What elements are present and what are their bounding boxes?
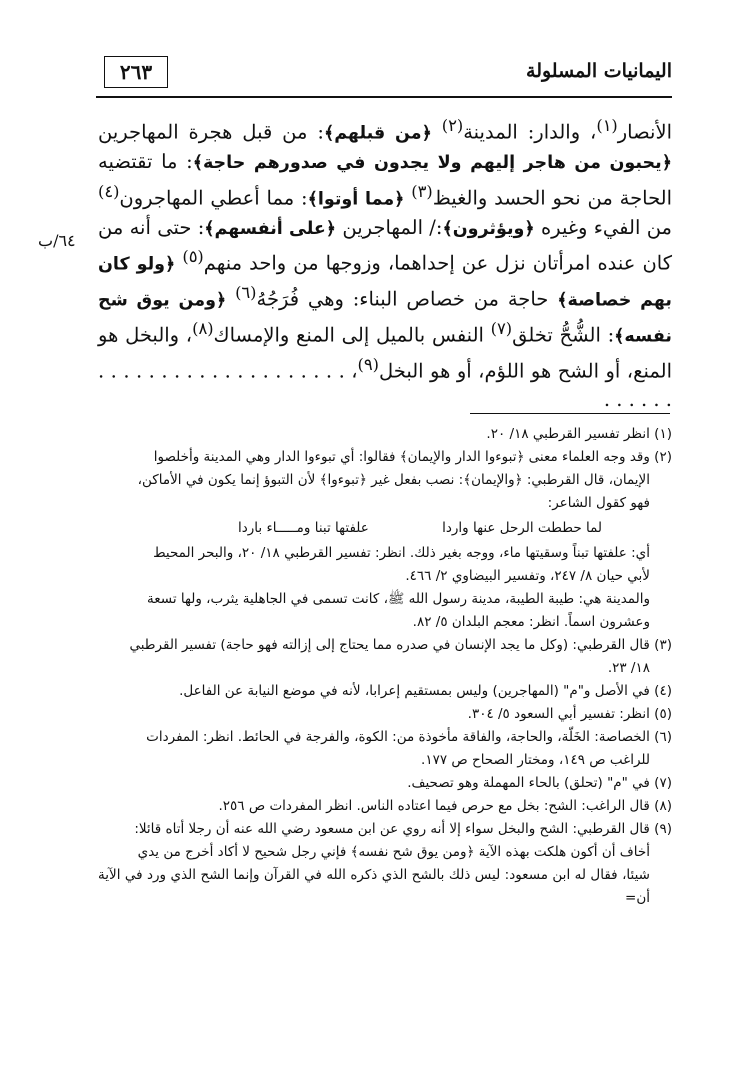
footnote (98, 818, 672, 910)
text-run: ، . . . . . . . . . . . . . . . . . . . . . . . . . . (98, 359, 672, 411)
page-number: ٢٦٣ (104, 56, 168, 88)
text-run: من الفيء وغيره (534, 215, 672, 239)
footnote (98, 726, 672, 772)
footnote-text: للراغب ص ١٤٩، ومختار الصحاح ص ١٧٧. (421, 752, 650, 768)
footnote-ref: (٢) (441, 116, 464, 135)
footnote (98, 446, 672, 515)
footnote-text: لأبي حيان ٨/ ٢٤٧، وتفسير البيضاوي ٢/ ٤٦٦. (405, 568, 650, 584)
footnote-text: قال الراغب: الشح: بخل مع حرص فيما اعتاده الناس. انظر المفردات ص ٢٥٦. (218, 798, 650, 814)
quran-quote: ﴿على أنفسهم﴾ (204, 218, 337, 239)
text-run: : من قبل هجرة المهاجرين (98, 120, 324, 144)
footnote-text: فهو كقول الشاعر: (547, 495, 650, 511)
footnote-text: قال القرطبي: (وكل ما يجد الإنسان في صدره مما يحتاج إلى إزالته فهو حاجة) تفسير القرطبي (129, 637, 650, 653)
verse-hemistich: لما حططت الرحل عنها واردا (442, 520, 602, 536)
footnote-ref: (٥) (182, 247, 204, 266)
footnote-number: (٩) (654, 821, 672, 837)
footnote-ref: (٧) (490, 319, 513, 338)
footnote-text: والمدينة هي: طيبة الطيبة، مدينة رسول الله ﷺ، كانت تسمى في الجاهلية يثرب، ولها تسعة (147, 591, 650, 607)
footnote-text: الخصاصة: الخَلّة، والحاجة، والفاقة مأخوذة من: الكوة، والفرجة في الحائط. انظر: المفردات (146, 729, 650, 745)
footnote (98, 703, 672, 726)
verse-hemistich: علفتها تبنا ومـــــاء باردا (238, 520, 369, 536)
footnote-number: (٢) (654, 449, 672, 465)
folio-margin-note: ٦٤/ب (38, 231, 76, 250)
footnotes (98, 423, 672, 910)
text-run: :/ المهاجرين (336, 215, 443, 239)
footnote-text: وقد وجه العلماء معنى ﴿تبوءوا الدار والإيمان﴾ فقالوا: أي تبوءوا الدار وهي المدينة وأخلصوا (153, 449, 650, 465)
footnote (98, 634, 672, 680)
footnote-ref: (٤) (98, 181, 120, 201)
quran-quote: ﴿ويؤثرون﴾ (442, 218, 535, 239)
text-run: : حتى أنه من كان عنده امرأتان نزل عن إحداهما، وزوجها من واحد منهم (98, 215, 673, 275)
footnote-number: (٥) (654, 706, 672, 722)
main-text (98, 112, 672, 415)
footnote-text: أخاف أن أكون هلكت بهذه الآية ﴿ومن يوق شح نفسه﴾ فإني رجل شحيح لا أكاد أخرج من يدي (137, 844, 650, 860)
quran-quote: ﴿مما أوتوا﴾ (307, 189, 405, 209)
text-run: ، والدار: المدينة (463, 120, 597, 144)
footnote-number: (١) (654, 426, 672, 442)
footnote (98, 542, 672, 634)
text-run: ، والبخل هو المنع، أو الشح هو اللؤم، أو هو البخل (98, 323, 672, 383)
footnote (98, 795, 672, 818)
quran-quote: ﴿من قبلهم﴾ (323, 123, 432, 144)
footnote-text: الإيمان، قال القرطبي: ﴿والإيمان﴾: نصب بفعل غير ﴿تبوءوا﴾ لأن التبوؤ إنما يكون في الأماكن، (137, 472, 650, 488)
main-paragraph (98, 112, 672, 415)
text-run: : ما تقتضيه الحاجة من نحو الحسد والغيظ (98, 150, 673, 209)
footnote-text: ١٨/ ٢٣. (607, 660, 650, 676)
footnote-rule (470, 413, 670, 414)
footnote-ref: (٨) (192, 319, 214, 338)
footnote-ref: (٣) (411, 181, 433, 201)
footnote-number: (٦) (654, 729, 672, 745)
footnote-ref: (٩) (357, 355, 379, 374)
text-run: الأنصار (617, 120, 672, 144)
footnote-text: وعشرون اسماً. انظر: معجم البلدان ٥/ ٨٢. (412, 614, 650, 630)
footnote-number: (٧) (654, 775, 672, 791)
footnote-number: (٤) (654, 683, 672, 699)
footnote-text: في "م" (تحلق) بالحاء المهملة وهو تصحيف. (407, 775, 650, 791)
text-run: : الشُّحُّ تخلق (512, 323, 615, 347)
quran-quote: ﴿ومن يوق شح نفسه﴾ (98, 290, 672, 347)
footnote-text: قال القرطبي: الشح والبخل سواء إلا أنه روي عن ابن مسعود رضي الله عنه أن رجلا أتاه قائلا: (134, 821, 650, 837)
poetry-verse (98, 517, 672, 540)
footnote-text: انظر تفسير القرطبي ١٨/ ٢٠. (486, 426, 650, 442)
footnote (98, 772, 672, 795)
text-run: النفس بالميل إلى المنع والإمساك (213, 323, 491, 347)
footnote-number: (٨) (654, 798, 672, 814)
footnote-number: (٣) (654, 637, 672, 653)
quran-quote: ﴿ولو كان بهم خصاصة﴾ (98, 254, 672, 311)
text-run: حاجة من خصاص البناء: وهي فُرَجُهُ (256, 287, 558, 311)
footnote-ref: (١) (596, 116, 618, 135)
footnote-text: انظر: تفسير أبي السعود ٥/ ٣٠٤. (467, 706, 650, 722)
running-title: اليمانيات المسلولة (526, 60, 672, 82)
footnote-ref: (٦) (235, 283, 257, 302)
footnote (98, 423, 672, 446)
text-run: : مما أعطي المهاجرون (119, 186, 308, 209)
header-rule (96, 96, 672, 98)
footnote (98, 680, 672, 703)
footnote-text: شيئا، فقال له ابن مسعود: ليس ذلك بالشح الذي ذكره الله في القرآن وإنما الشح الذي ورد في الآية أن= (98, 867, 650, 906)
footnote-text: أي: علفتها تبناً وسقيتها ماء، ووجه بغير ذلك. انظر: تفسير القرطبي ١٨/ ٢٠، والبحر المحيط (153, 545, 650, 561)
footnote-text: في الأصل و"م" (المهاجرين) وليس بمستقيم إعرابا، لأنه في موضع النيابة عن الفاعل. (179, 683, 650, 699)
quran-quote: ﴿يحبون من هاجر إليهم ولا يجدون في صدورهم حاجة﴾ (192, 153, 672, 173)
